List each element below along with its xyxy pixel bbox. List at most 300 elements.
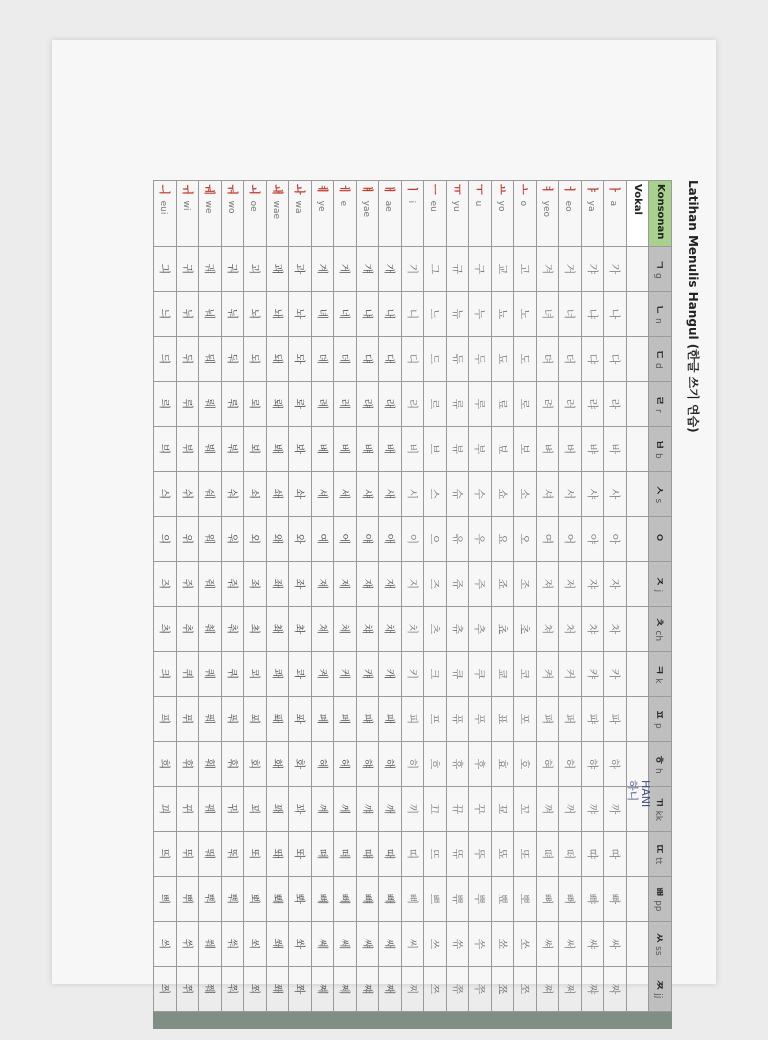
consonant-handwritten-romanization: kk <box>653 810 664 822</box>
side-band <box>154 1012 177 1029</box>
syllable-cell: 새 <box>379 472 402 517</box>
header-blank-cell <box>627 652 650 697</box>
vowel-handwritten-romanization: ye <box>315 200 326 212</box>
syllable-cell: 추 <box>469 607 492 652</box>
syllable-cell: 라 <box>604 382 627 427</box>
syllable-cell: 뒈 <box>199 337 222 382</box>
vowel-handwritten-romanization: eui <box>158 200 169 215</box>
header-blank-cell <box>627 337 650 382</box>
consonant-char: ㅆ <box>653 932 667 944</box>
syllable-cell: 꽤 <box>267 787 290 832</box>
side-band <box>222 1012 245 1029</box>
syllable-cell: 쎄 <box>334 922 357 967</box>
syllable-cell: 쪼 <box>514 967 537 1012</box>
syllable-cell: 폐 <box>312 697 335 742</box>
syllable-cell: 쪄 <box>537 967 560 1012</box>
syllable-cell: 싸 <box>604 922 627 967</box>
syllable-cell: 대 <box>379 337 402 382</box>
signature-line-2: 하니 <box>626 780 639 802</box>
syllable-cell: 랴 <box>582 382 605 427</box>
syllable-cell: 조 <box>514 562 537 607</box>
syllable-cell: 쿠 <box>469 652 492 697</box>
syllable-cell: 휴 <box>447 742 470 787</box>
syllable-cell: 츠 <box>424 607 447 652</box>
syllable-cell: 헤 <box>334 742 357 787</box>
vowel-handwritten-romanization: yo <box>495 200 506 212</box>
syllable-cell: 뜨 <box>424 832 447 877</box>
syllable-cell: 쇠 <box>244 472 267 517</box>
syllable-cell: 스 <box>424 472 447 517</box>
syllable-cell: 떄 <box>357 832 380 877</box>
side-band <box>312 1012 335 1029</box>
syllable-cell: 수 <box>469 472 492 517</box>
syllable-cell: 유 <box>447 517 470 562</box>
syllable-cell: 제 <box>334 562 357 607</box>
syllable-cell: 뚀 <box>492 832 515 877</box>
syllable-cell: 꾜 <box>492 787 515 832</box>
syllable-cell: 두 <box>469 337 492 382</box>
syllable-cell: 와 <box>289 517 312 562</box>
syllable-cell: 섀 <box>357 472 380 517</box>
syllable-cell: 후 <box>469 742 492 787</box>
consonant-header <box>649 742 672 787</box>
syllable-cell: 애 <box>379 517 402 562</box>
vowel-char: ㅡ <box>428 184 442 195</box>
syllable-cell: 뤄 <box>222 382 245 427</box>
vowel-row <box>222 181 245 1029</box>
vowel-row <box>514 181 537 1029</box>
konsonan-label: Konsonan <box>649 181 672 247</box>
syllable-cell: 츼 <box>154 607 177 652</box>
syllable-cell: 에 <box>334 517 357 562</box>
syllable-cell: 즤 <box>154 562 177 607</box>
syllable-cell: 쑤 <box>469 922 492 967</box>
syllable-cell: 퓨 <box>447 697 470 742</box>
syllable-cell: 뗴 <box>312 832 335 877</box>
syllable-cell: 졔 <box>312 562 335 607</box>
syllable-cell: 쇄 <box>267 472 290 517</box>
syllable-cell: 쮜 <box>177 967 200 1012</box>
syllable-cell: 취 <box>177 607 200 652</box>
syllable-cell: 개 <box>379 247 402 292</box>
syllable-cell: 져 <box>537 562 560 607</box>
syllable-cell: 뎨 <box>312 337 335 382</box>
syllable-cell: 뻬 <box>334 877 357 922</box>
consonant-char: ㄴ <box>653 304 667 315</box>
syllable-cell: 봐 <box>289 427 312 472</box>
syllable-cell: 퍠 <box>357 697 380 742</box>
syllable-cell: 쥬 <box>447 562 470 607</box>
syllable-cell: 뿌 <box>469 877 492 922</box>
consonant-char: ㅈ <box>653 575 667 587</box>
vowel-row <box>177 181 200 1029</box>
vowel-char: ㅑ <box>585 184 599 195</box>
syllable-cell: 브 <box>424 427 447 472</box>
vowel-row <box>267 181 290 1029</box>
syllable-cell: 쉬 <box>177 472 200 517</box>
syllable-cell: 찌 <box>402 967 425 1012</box>
consonant-handwritten-romanization: ss <box>653 946 664 956</box>
syllable-cell: 퐈 <box>289 697 312 742</box>
vowel-handwritten-romanization: ya <box>585 200 596 212</box>
syllable-cell: 데 <box>334 337 357 382</box>
header-blank-cell <box>627 877 650 922</box>
syllable-cell: 푸 <box>469 697 492 742</box>
syllable-cell: 쯔 <box>424 967 447 1012</box>
syllable-cell: 시 <box>402 472 425 517</box>
syllable-cell: 재 <box>379 562 402 607</box>
syllable-cell: 뇌 <box>244 292 267 337</box>
vowel-label <box>222 181 245 247</box>
vowel-label <box>604 181 627 247</box>
consonant-char: ㅋ <box>653 664 667 676</box>
consonant-char: ㅎ <box>653 754 667 765</box>
syllable-cell: 퓌 <box>177 697 200 742</box>
syllable-cell: 초 <box>514 607 537 652</box>
syllable-cell: 햐 <box>582 742 605 787</box>
syllable-cell: 쵀 <box>267 607 290 652</box>
syllable-cell: 얘 <box>357 517 380 562</box>
syllable-cell: 저 <box>559 562 582 607</box>
syllable-cell: 괴 <box>244 247 267 292</box>
syllable-cell: 쀠 <box>177 877 200 922</box>
syllable-cell: 꿰 <box>199 787 222 832</box>
syllable-cell: 카 <box>604 652 627 697</box>
syllable-cell: 뀨 <box>447 787 470 832</box>
vowel-char: ㅟ <box>180 184 194 195</box>
vowel-char: ㅙ <box>270 184 284 195</box>
syllable-cell: 쓰 <box>424 922 447 967</box>
syllable-cell: 쬐 <box>244 967 267 1012</box>
consonant-char: ㄸ <box>653 843 667 855</box>
vokal-label: Vokal <box>627 181 650 247</box>
side-band <box>627 1012 650 1029</box>
syllable-cell: 쟈 <box>582 562 605 607</box>
vowel-char: ㅛ <box>495 184 509 195</box>
vowel-handwritten-romanization: yu <box>450 200 461 212</box>
syllable-cell: 의 <box>154 517 177 562</box>
syllable-cell: 쒸 <box>177 922 200 967</box>
syllable-cell: 계 <box>312 247 335 292</box>
signature-line-1: HANI <box>639 780 652 808</box>
syllable-cell: 캐 <box>379 652 402 697</box>
syllable-cell: 궤 <box>199 247 222 292</box>
syllable-cell: 쾌 <box>267 652 290 697</box>
syllable-cell: 붜 <box>222 427 245 472</box>
vowel-char: ㅕ <box>540 184 554 195</box>
syllable-cell: 뇨 <box>492 292 515 337</box>
consonant-handwritten-romanization: r <box>653 408 664 413</box>
syllable-cell: 니 <box>402 292 425 337</box>
vowel-char: ㅠ <box>450 184 464 195</box>
syllable-cell: 벼 <box>537 427 560 472</box>
vowel-handwritten-romanization: e <box>338 200 349 207</box>
consonant-handwritten-romanization: b <box>653 452 664 459</box>
syllable-cell: 쎠 <box>537 922 560 967</box>
syllable-cell: 구 <box>469 247 492 292</box>
syllable-cell: 꺠 <box>357 787 380 832</box>
syllable-cell: 쪠 <box>312 967 335 1012</box>
syllable-cell: 뽸 <box>267 877 290 922</box>
syllable-cell: 게 <box>334 247 357 292</box>
syllable-cell: 뵤 <box>492 427 515 472</box>
consonant-handwritten-romanization: s <box>653 498 664 504</box>
syllable-cell: 퀴 <box>177 652 200 697</box>
vowel-handwritten-romanization: o <box>518 200 529 207</box>
vowel-label <box>582 181 605 247</box>
syllable-cell: 쏘 <box>514 922 537 967</box>
side-band <box>402 1012 425 1029</box>
consonant-char: ㅃ <box>653 886 667 898</box>
side-band <box>424 1012 447 1029</box>
consonant-handwritten-romanization: d <box>653 362 664 369</box>
consonant-header <box>649 247 672 292</box>
syllable-cell: 촤 <box>289 607 312 652</box>
syllable-cell: 삐 <box>402 877 425 922</box>
syllable-cell: 뷰 <box>447 427 470 472</box>
syllable-cell: 쓔 <box>447 922 470 967</box>
syllable-cell: 보 <box>514 427 537 472</box>
syllable-cell: 챠 <box>582 607 605 652</box>
vowel-label <box>357 181 380 247</box>
syllable-cell: 쯰 <box>154 967 177 1012</box>
syllable-cell: 화 <box>289 742 312 787</box>
syllable-cell: 지 <box>402 562 425 607</box>
syllable-cell: 뛰 <box>177 832 200 877</box>
syllable-cell: 포 <box>514 697 537 742</box>
syllable-cell: 푀 <box>244 697 267 742</box>
vowel-row <box>334 181 357 1029</box>
vowel-label <box>559 181 582 247</box>
syllable-cell: 쀼 <box>447 877 470 922</box>
syllable-cell: 째 <box>379 967 402 1012</box>
syllable-cell: 패 <box>379 697 402 742</box>
consonant-header <box>649 787 672 832</box>
vowel-row <box>537 181 560 1029</box>
syllable-cell: 뿨 <box>222 877 245 922</box>
side-band <box>604 1012 627 1029</box>
syllable-cell: 슈 <box>447 472 470 517</box>
syllable-cell: 떼 <box>334 832 357 877</box>
syllable-cell: 료 <box>492 382 515 427</box>
syllable-cell: 디 <box>402 337 425 382</box>
syllable-cell: 케 <box>334 652 357 697</box>
syllable-cell: 꺄 <box>582 787 605 832</box>
side-band <box>582 1012 605 1029</box>
vowel-handwritten-romanization: u <box>473 200 484 207</box>
syllable-cell: 뷔 <box>177 427 200 472</box>
syllable-cell: 래 <box>379 382 402 427</box>
syllable-cell: 챼 <box>357 607 380 652</box>
syllable-cell: 려 <box>537 382 560 427</box>
syllable-cell: 노 <box>514 292 537 337</box>
syllable-cell: 네 <box>334 292 357 337</box>
syllable-cell: 쭤 <box>222 967 245 1012</box>
syllable-cell: 뜌 <box>447 832 470 877</box>
worksheet-paper <box>52 40 716 999</box>
syllable-cell: 세 <box>334 472 357 517</box>
vowel-handwritten-romanization: wae <box>270 200 281 220</box>
syllable-cell: 쿄 <box>492 652 515 697</box>
syllable-cell: 뺘 <box>582 877 605 922</box>
syllable-cell: 귀 <box>177 247 200 292</box>
syllable-cell: 고 <box>514 247 537 292</box>
syllable-cell: 차 <box>604 607 627 652</box>
syllable-cell: 퍼 <box>559 697 582 742</box>
syllable-cell: 둬 <box>222 337 245 382</box>
hangul-grid <box>154 180 673 1029</box>
syllable-cell: 꽈 <box>289 787 312 832</box>
syllable-cell: 때 <box>379 832 402 877</box>
syllable-cell: 우 <box>469 517 492 562</box>
consonant-header-row <box>649 181 672 1029</box>
vowel-label <box>312 181 335 247</box>
vowel-char: ㅐ <box>383 184 397 195</box>
vowel-char: ㅓ <box>563 184 577 195</box>
syllable-cell: 춰 <box>222 607 245 652</box>
syllable-cell: 나 <box>604 292 627 337</box>
syllable-cell: 쐬 <box>244 922 267 967</box>
consonant-char: ㅊ <box>653 616 667 628</box>
vowel-header-row <box>627 181 650 1029</box>
syllable-cell: 피 <box>402 697 425 742</box>
syllable-cell: 뼈 <box>537 877 560 922</box>
syllable-cell: 버 <box>559 427 582 472</box>
syllable-cell: 놰 <box>267 292 290 337</box>
syllable-cell: 뤼 <box>177 382 200 427</box>
vowel-char: ㅝ <box>225 184 239 195</box>
vowel-handwritten-romanization: yeo <box>540 200 551 218</box>
side-band <box>177 1012 200 1029</box>
vowel-handwritten-romanization: a <box>608 200 619 207</box>
syllable-cell: 그 <box>424 247 447 292</box>
consonant-handwritten-romanization: p <box>653 722 664 729</box>
consonant-handwritten-romanization: h <box>653 767 664 774</box>
syllable-cell: 뵈 <box>244 427 267 472</box>
syllable-cell: 기 <box>402 247 425 292</box>
consonant-header <box>649 517 672 562</box>
syllable-cell: 컈 <box>357 652 380 697</box>
syllable-cell: 썌 <box>357 922 380 967</box>
syllable-cell: 죄 <box>244 562 267 607</box>
consonant-handwritten-romanization: k <box>653 678 664 684</box>
syllable-cell: 쑈 <box>492 922 515 967</box>
syllable-cell: 좌 <box>289 562 312 607</box>
syllable-cell: 갸 <box>582 247 605 292</box>
syllable-cell: 녜 <box>312 292 335 337</box>
syllable-cell: 뙈 <box>267 832 290 877</box>
syllable-cell: 걔 <box>357 247 380 292</box>
syllable-cell: 뒤 <box>177 337 200 382</box>
syllable-cell: 르 <box>424 382 447 427</box>
syllable-cell: 히 <box>402 742 425 787</box>
syllable-cell: 쌔 <box>379 922 402 967</box>
syllable-cell: 쳐 <box>537 607 560 652</box>
vowel-row <box>199 181 222 1029</box>
syllable-cell: 릐 <box>154 382 177 427</box>
syllable-cell: 효 <box>492 742 515 787</box>
vowel-handwritten-romanization: yae <box>360 200 371 218</box>
syllable-cell: 냬 <box>357 292 380 337</box>
syllable-cell: 눼 <box>199 292 222 337</box>
syllable-cell: 하 <box>604 742 627 787</box>
syllable-cell: 땨 <box>582 832 605 877</box>
syllable-cell: 듀 <box>447 337 470 382</box>
syllable-cell: 듸 <box>154 337 177 382</box>
syllable-cell: 숴 <box>222 472 245 517</box>
syllable-cell: 샤 <box>582 472 605 517</box>
syllable-cell: 켸 <box>312 652 335 697</box>
syllable-cell: 아 <box>604 517 627 562</box>
syllable-cell: 커 <box>559 652 582 697</box>
header-blank-cell <box>627 922 650 967</box>
vowel-char: ㅚ <box>248 184 262 195</box>
vowel-label <box>537 181 560 247</box>
rotated-worksheet <box>158 180 700 1040</box>
syllable-cell: 뼤 <box>312 877 335 922</box>
syllable-cell: 까 <box>604 787 627 832</box>
syllable-cell: 요 <box>492 517 515 562</box>
vowel-row <box>424 181 447 1029</box>
vowel-label <box>402 181 425 247</box>
syllable-cell: 쟤 <box>357 562 380 607</box>
syllable-cell: 사 <box>604 472 627 517</box>
syllable-cell: 뙤 <box>244 832 267 877</box>
syllable-cell: 뱨 <box>357 427 380 472</box>
syllable-cell: 웨 <box>199 517 222 562</box>
syllable-cell: 야 <box>582 517 605 562</box>
syllable-cell: 교 <box>492 247 515 292</box>
syllable-cell: 예 <box>312 517 335 562</box>
syllable-cell: 퀘 <box>199 652 222 697</box>
syllable-cell: 혜 <box>312 742 335 787</box>
header-blank-cell <box>627 517 650 562</box>
syllable-cell: 쩌 <box>559 967 582 1012</box>
syllable-cell: 프 <box>424 697 447 742</box>
syllable-cell: 해 <box>379 742 402 787</box>
syllable-cell: 으 <box>424 517 447 562</box>
syllable-cell: 즈 <box>424 562 447 607</box>
syllable-cell: 뗘 <box>537 832 560 877</box>
syllable-cell: 띠 <box>402 832 425 877</box>
syllable-cell: 홰 <box>267 742 290 787</box>
syllable-cell: 쎼 <box>312 922 335 967</box>
vowel-handwritten-romanization: eo <box>563 200 574 212</box>
consonant-handwritten-romanization: ch <box>653 630 664 642</box>
syllable-cell: 죠 <box>492 562 515 607</box>
vowel-char: ㅜ <box>473 184 487 195</box>
syllable-cell: 쒀 <box>222 922 245 967</box>
vowel-row <box>492 181 515 1029</box>
vowel-label <box>379 181 402 247</box>
vowel-handwritten-romanization: i <box>405 200 416 204</box>
syllable-cell: 누 <box>469 292 492 337</box>
syllable-cell: 너 <box>559 292 582 337</box>
syllable-cell: 회 <box>244 742 267 787</box>
side-band <box>244 1012 267 1029</box>
vowel-char: ㅗ <box>518 184 532 195</box>
syllable-cell: 풔 <box>222 697 245 742</box>
syllable-cell: 꾸 <box>469 787 492 832</box>
vowel-row <box>402 181 425 1029</box>
header-blank-cell <box>627 382 650 427</box>
syllable-cell: 쿼 <box>222 652 245 697</box>
syllable-cell: 뻐 <box>559 877 582 922</box>
side-band <box>649 1012 672 1029</box>
vowel-row <box>447 181 470 1029</box>
syllable-cell: 괘 <box>267 247 290 292</box>
vowel-row <box>469 181 492 1029</box>
